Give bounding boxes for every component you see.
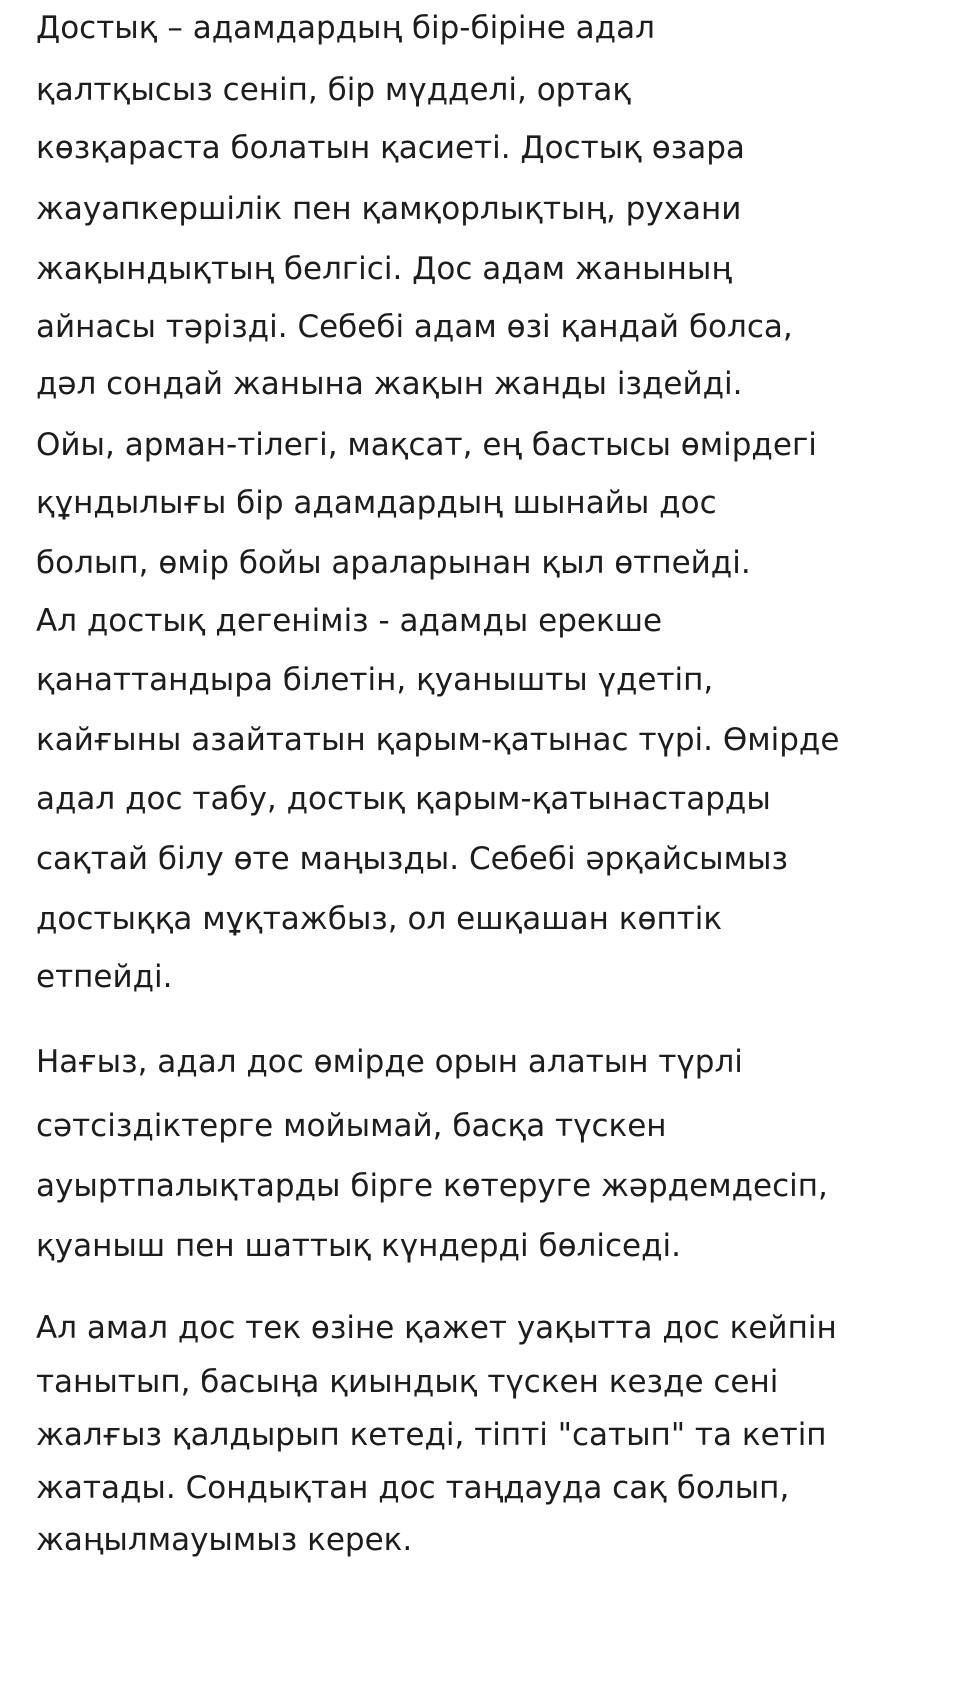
paragraph-1-line-10: болып, өмір бойы араларынан қыл өтпейді. — [36, 545, 751, 581]
paragraph-3-line-1: Ал амал дос тек өзіне қажет уақытта дос кейпін — [36, 1310, 837, 1346]
paragraph-2-line-3: ауыртпалықтарды бірге көтеруге жәрдемдесіп, — [36, 1168, 828, 1204]
paragraph-3-line-5: жаңылмауымыз керек. — [36, 1522, 413, 1558]
paragraph-1-line-4: жауапкершілік пен қамқорлықтың, рухани — [36, 191, 742, 227]
paragraph-1-line-7: дәл сондай жанына жақын жанды іздейді. — [36, 366, 743, 402]
paragraph-1-line-9: құндылығы бір адамдардың шынайы дос — [36, 485, 717, 521]
paragraph-1-line-8: Ойы, арман-тілегі, мақсат, ең бастысы өмірдегі — [36, 427, 817, 463]
paragraph-1-line-16: достыққа мұқтажбыз, ол ешқашан көптік — [36, 901, 723, 937]
paragraph-3-line-3: жалғыз қалдырып кетеді, тіпті "сатып" та кетіп — [36, 1417, 827, 1453]
paragraph-1-line-12: қанаттандыра білетін, қуанышты үдетіп, — [36, 662, 714, 698]
paragraph-3-line-2: танытып, басыңа қиындық түскен кезде сені — [36, 1364, 779, 1400]
paragraph-1-line-14: адал дос табу, достық қарым-қатынастарды — [36, 781, 771, 817]
paragraph-1-line-5: жақындықтың белгісі. Дос адам жанының — [36, 251, 732, 287]
paragraph-1-line-17: етпейді. — [36, 959, 173, 995]
paragraph-1-line-11: Ал достық дегеніміз - адамды ерекше — [36, 603, 663, 639]
paragraph-3-line-4: жатады. Сондықтан дос таңдауда сақ болып, — [36, 1470, 790, 1506]
paragraph-1-line-6: айнасы тәрізді. Себебі адам өзі қандай болса, — [36, 309, 793, 345]
paragraph-2-line-1: Нағыз, адал дос өмірде орын алатын түрлі — [36, 1044, 743, 1080]
paragraph-1-line-13: кайғыны азайтатын қарым-қатынас түрі. Өмірде — [36, 722, 840, 758]
paragraph-2-line-2: сәтсіздіктерге мойымай, басқа түскен — [36, 1108, 667, 1144]
paragraph-2-line-4: қуаныш пен шаттық күндерді бөліседі. — [36, 1228, 681, 1264]
paragraph-1-line-2: қалтқысыз сеніп, бір мүдделі, ортақ — [36, 72, 632, 108]
paragraph-1-line-3: көзқараста болатын қасиеті. Достық өзара — [36, 130, 745, 166]
paragraph-1-line-1: Достық – адамдардың бір-біріне адал — [36, 10, 655, 46]
paragraph-1-line-15: сақтай білу өте маңызды. Себебі әрқайсымыз — [36, 841, 788, 877]
